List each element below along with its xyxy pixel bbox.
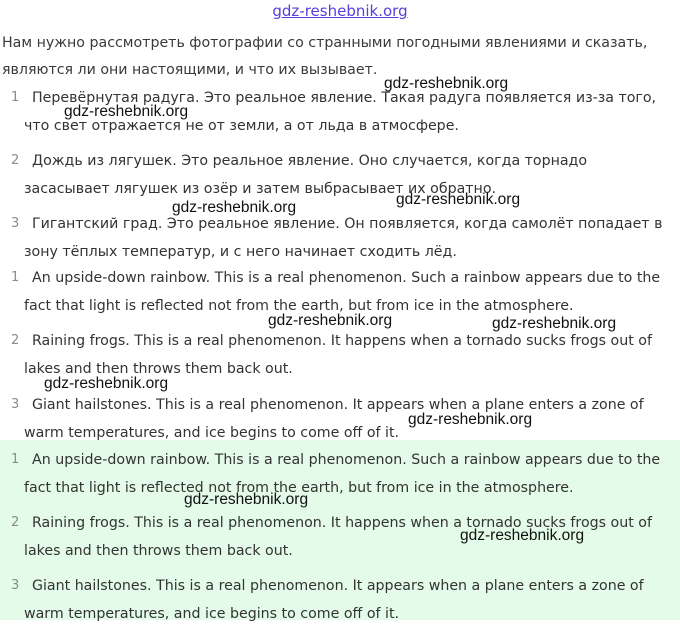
item-text: Перевёрнутая радуга. Это реальное явление. Такая радуга появляется из-за того, что свет отражается не от земли, а от льда в атмосфере. (24, 90, 657, 134)
watermark: gdz-reshebnik.org (396, 191, 521, 208)
item-text: Giant hailstones. This is a real phenomenon. It appears when a plane enters a zone of warm temperatures, and ice begins to come off of it. (24, 397, 644, 441)
watermark: gdz-reshebnik.org (492, 315, 617, 332)
item-number: 1 (11, 270, 20, 285)
item-text: Raining frogs. This is a real phenomenon. It happens when a tornado sucks frogs out of lakes and then throws them back out. (24, 333, 652, 377)
item-number: 1 (11, 90, 20, 105)
watermark: gdz-reshebnik.org (460, 527, 585, 544)
item-number: 3 (11, 397, 20, 412)
item-text: Гигантский град. Это реальное явление. Он появляется, когда самолёт попадает в зону тёплых температур, и с него начинает сходить лёд. (24, 216, 663, 260)
item-number: 2 (11, 153, 20, 168)
list-item (0, 446, 680, 502)
list-item (0, 391, 680, 447)
site-header-link[interactable]: gdz-reshebnik.org (272, 2, 408, 20)
item-number: 3 (11, 216, 20, 231)
list-item (0, 210, 680, 266)
item-text: An upside-down rainbow. This is a real phenomenon. Such a rainbow appears due to the fact that light is reflected not from the earth, but from ice in the atmosphere. (24, 452, 661, 496)
item-text: An upside-down rainbow. This is a real phenomenon. Such a rainbow appears due to the fact that light is reflected not from the earth, but from ice in the atmosphere. (24, 270, 661, 314)
item-text: Raining frogs. This is a real phenomenon. It happens when a tornado sucks frogs out of lakes and then throws them back out. (24, 515, 652, 559)
watermark: gdz-reshebnik.org (408, 411, 533, 428)
watermark: gdz-reshebnik.org (44, 375, 169, 392)
item-number: 2 (11, 515, 20, 530)
item-number: 2 (11, 333, 20, 348)
watermark: gdz-reshebnik.org (268, 312, 393, 329)
watermark: gdz-reshebnik.org (172, 199, 297, 216)
list-item (0, 147, 680, 203)
item-number: 3 (11, 578, 20, 593)
item-text: Дождь из лягушек. Это реальное явление. Оно случается, когда торнадо засасывает лягушек из озёр и затем выбрасывает их обратно. (24, 153, 588, 197)
watermark: gdz-reshebnik.org (384, 75, 509, 92)
intro-text: Нам нужно рассмотреть фотографии со странными погодными явлениями и сказать, являются ли они настоящими, и что их вызывает. (2, 35, 648, 78)
item-number: 1 (11, 452, 20, 467)
watermark: gdz-reshebnik.org (184, 491, 309, 508)
watermark: gdz-reshebnik.org (64, 103, 189, 120)
item-text: Giant hailstones. This is a real phenomenon. It appears when a plane enters a zone of warm temperatures, and ice begins to come off of it. (24, 578, 644, 622)
